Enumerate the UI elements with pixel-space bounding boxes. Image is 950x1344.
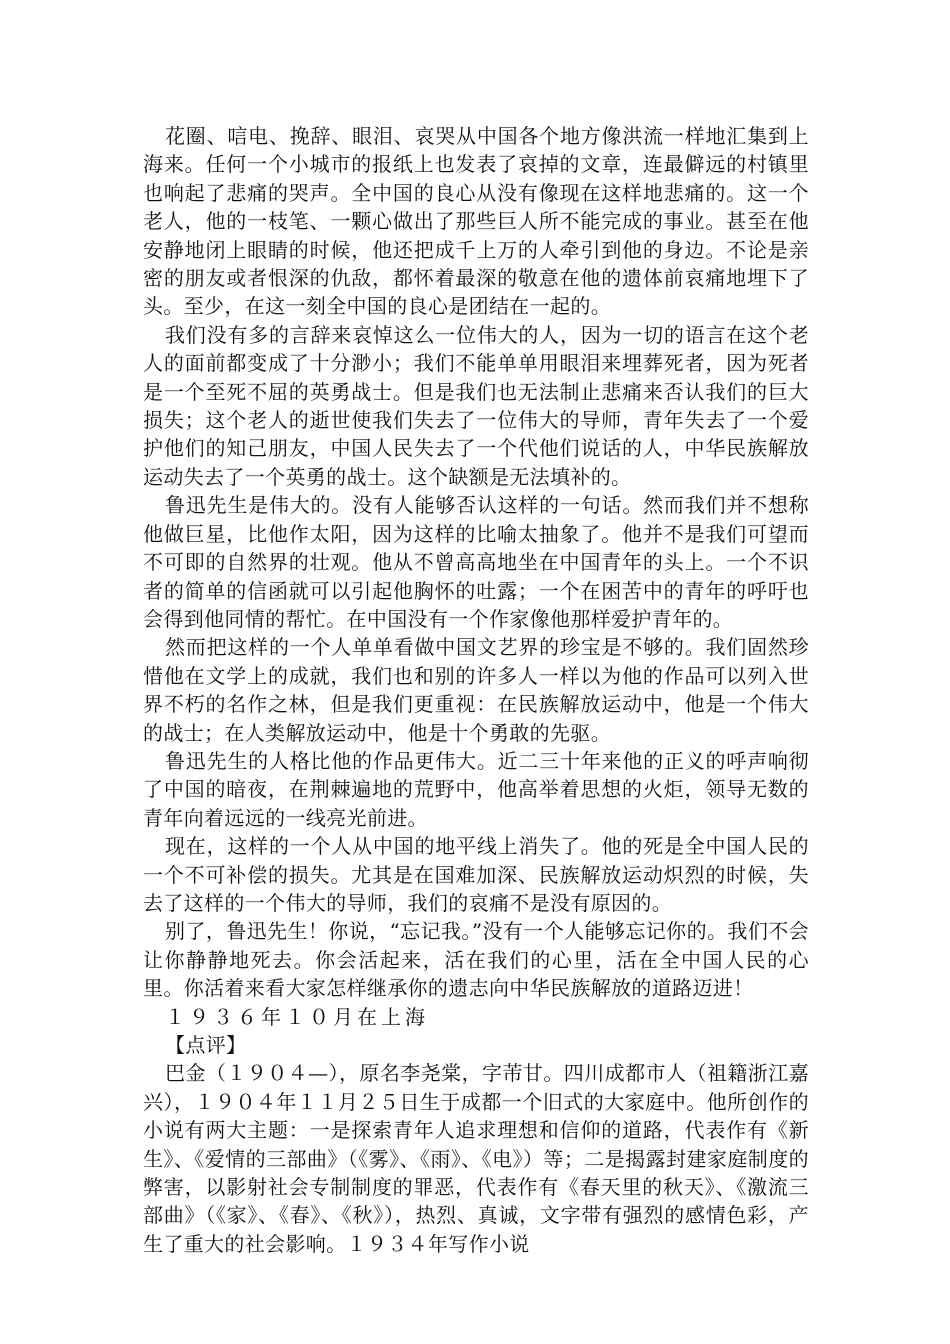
comment-paragraph: 巴金（１９０４—），原名李尧棠，字芾甘。四川成都市人（祖籍浙江嘉兴），１９０４年１１月２５日生于成都一个旧式的大家庭中。他所创作的小说有两大主题：一是探索青年人追求理想和信仰的道路，代表作有《新生》、《爱情的三部曲》（《雾》、《雨》、《电》）等；二是揭露封建家庭制度的弊害，以影射社会专制制度的罪恶，代表作有《春天里的秋天》、《激流三部曲》（《家》、《春》、《秋》），热烈、真诚，文字带有强烈的感情色彩，产生了重大的社会影响。１９３４年写作小说: [143, 1061, 809, 1256]
paragraph-2: 我们没有多的言辞来哀悼这么一位伟大的人，因为一切的语言在这个老人的面前都变成了十分渺小；我们不能单单用眼泪来埋葬死者，因为死者是一个至死不屈的英勇战士。但是我们也无法制止悲痛来否认我们的巨大损失；这个老人的逝世使我们失去了一位伟大的导师，青年失去了一个爱护他们的知己朋友，中国人民失去了一个代他们说话的人，中华民族解放运动失去了一个英勇的战士。这个缺额是无法填补的。: [143, 322, 809, 489]
paragraph-4: 然而把这样的一个人单单看做中国文艺界的珍宝是不够的。我们固然珍惜他在文学上的成就，我们也和别的许多人一样以为他的作品可以列入世界不朽的名作之林，但是我们更重视：在民族解放运动中，他是一个伟大的战士；在人类解放运动中，他是十个勇敢的先驱。: [143, 635, 809, 745]
paragraph-5: 鲁迅先生的人格比他的作品更伟大。近二三十年来他的正义的呼声响彻了中国的暗夜，在荆棘遍地的荒野中，他高举着思想的火炬，领导无数的青年向着远远的一线亮光前进。: [143, 748, 809, 830]
document-page: [143, 122, 809, 1258]
comment-heading: 【点评】: [165, 1033, 247, 1057]
paragraph-7: 别了，鲁迅先生！你说，“忘记我。”没有一个人能够忘记你的。我们不会让你静静地死去。你会活起来，活在我们的心里，活在全中国人民的心里。你活着来看大家怎样继承你的遗志向中华民族解放的道路迈进！: [143, 919, 809, 1001]
paragraph-6: 现在，这样的一个人从中国的地平线上消失了。他的死是全中国人民的一个不可补偿的损失。尤其是在国难加深、民族解放运动炽烈的时候，失去了这样的一个伟大的导师，我们的哀痛不是没有原因的。: [143, 834, 809, 915]
paragraph-3: 鲁迅先生是伟大的。没有人能够否认这样的一句话。然而我们并不想称他做巨星，比他作太阳，因为这样的比喻太抽象了。他并不是我们可望而不可即的自然界的壮观。他从不曾高高地坐在中国青年的头上。一个不识者的简单的信函就可以引起他胸怀的吐露；一个在困苦中的青年的呼吁也会得到他同情的帮忙。在中国没有一个作家像他那样爱护青年的。: [143, 493, 809, 631]
paragraph-1: 花圈、唁电、挽辞、眼泪、哀哭从中国各个地方像洪流一样地汇集到上海来。任何一个小城市的报纸上也发表了哀掉的文章，连最僻远的村镇里也响起了悲痛的哭声。全中国的良心从没有像现在这样地悲痛的。这一个老人，他的一枝笔、一颗心做出了那些巨人所不能完成的事业。甚至在他安静地闭上眼睛的时候，他还把成千上万的人牵引到他的身边。不论是亲密的朋友或者恨深的仇敌，都怀着最深的敬意在他的遗体前哀痛地埋下了头。至少，在这一刻全中国的良心是团结在一起的。: [143, 124, 809, 319]
date-line: １９３６年１０月在上海: [165, 1004, 429, 1029]
